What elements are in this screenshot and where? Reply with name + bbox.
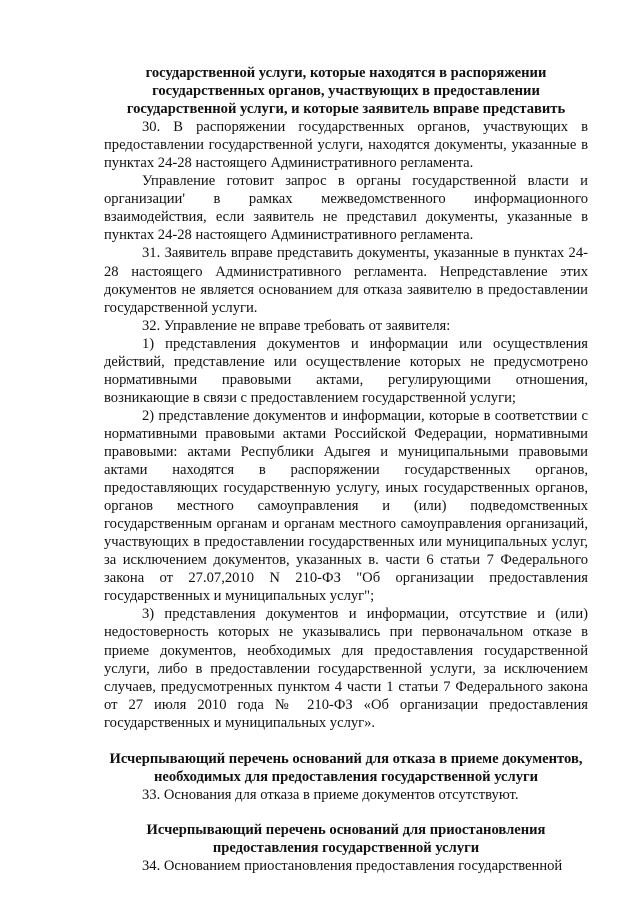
paragraph-32: 32. Управление не вправе требовать от заявителя:: [142, 317, 451, 334]
section-heading-suspension: Исчерпывающий перечень оснований для приостановления предоставления государственной услуги: [146, 821, 546, 856]
list-item-1: 1) представления документов и информации или осуществления действий, представление или осуществление которых не предусмотрено нормативными правовыми актами, регулирующими отношения, возникающие в связи с предоставлением государственной услуги;: [104, 335, 588, 406]
paragraph-34: 34. Основанием приостановления предоставления государственной: [142, 857, 563, 874]
list-item-2: 2) представление документов и информации, которые в соответствии с нормативными правовыми актами Российской Федерации, нормативными правовыми: актами Республики Адыгея и муниципальными правовыми актами находятся в распоряжении государственных органов, предоставляющих государственную услугу, иных государственных органов, органов местного самоуправления и (или) подведомственных государственным органам и органам местного самоуправления организаций, участвующих в предоставлении государственных или муниципальных услуг, за исключением документов, указанных в. части 6 статьи 7 Федерального закона от 27.07,2010 N 210-ФЗ "Об организации предоставления государственных и муниципальных услуг";: [104, 407, 588, 605]
document-page: [104, 64, 588, 875]
spacer: [104, 804, 588, 821]
section-heading-documents: государственной услуги, которые находятся в распоряжении государственных органов, участвующих в предоставлении государственной услуги, и которые заявитель вправе представить: [126, 65, 566, 118]
list-item-3: 3) представления документов и информации, отсутствие и (или) недостоверность которых не указывались при первоначальном отказе в приеме документов, необходимых для предоставления государственной услуги, либо в предоставлении государственной услуги, за исключением случаев, предусмотренных пунктом 4 части 1 статьи 7 Федерального закона от 27 июля 2010 года № 210-ФЗ «Об организации предоставления государственных и муниципальных услуг».: [104, 606, 588, 731]
paragraph-30: 30. В распоряжении государственных органов, участвующих в предоставлении государственной услуги, находятся документы, указанные в пунктах 24-28 настоящего Административного регламента.: [104, 119, 588, 172]
paragraph-33: 33. Основания для отказа в приеме документов отсутствуют.: [142, 786, 519, 803]
paragraph-request: Управление готовит запрос в органы государственной власти и организации' в рамках межведомственного информационного взаимодействия, если заявитель не представил документы, указанные в пунктах 24-28 настоящего Административного регламента.: [104, 173, 588, 244]
paragraph-31: 31. Заявитель вправе представить документы, указанные в пунктах 24-28 настоящего Административного регламента. Непредставление этих документов не является основанием для отказа заявителю в предоставлении государственной услуги.: [104, 245, 588, 316]
spacer: [104, 732, 588, 750]
section-heading-refusal: Исчерпывающий перечень оснований для отказа в приеме документов, необходимых для предоставления государственной услуги: [109, 750, 583, 785]
